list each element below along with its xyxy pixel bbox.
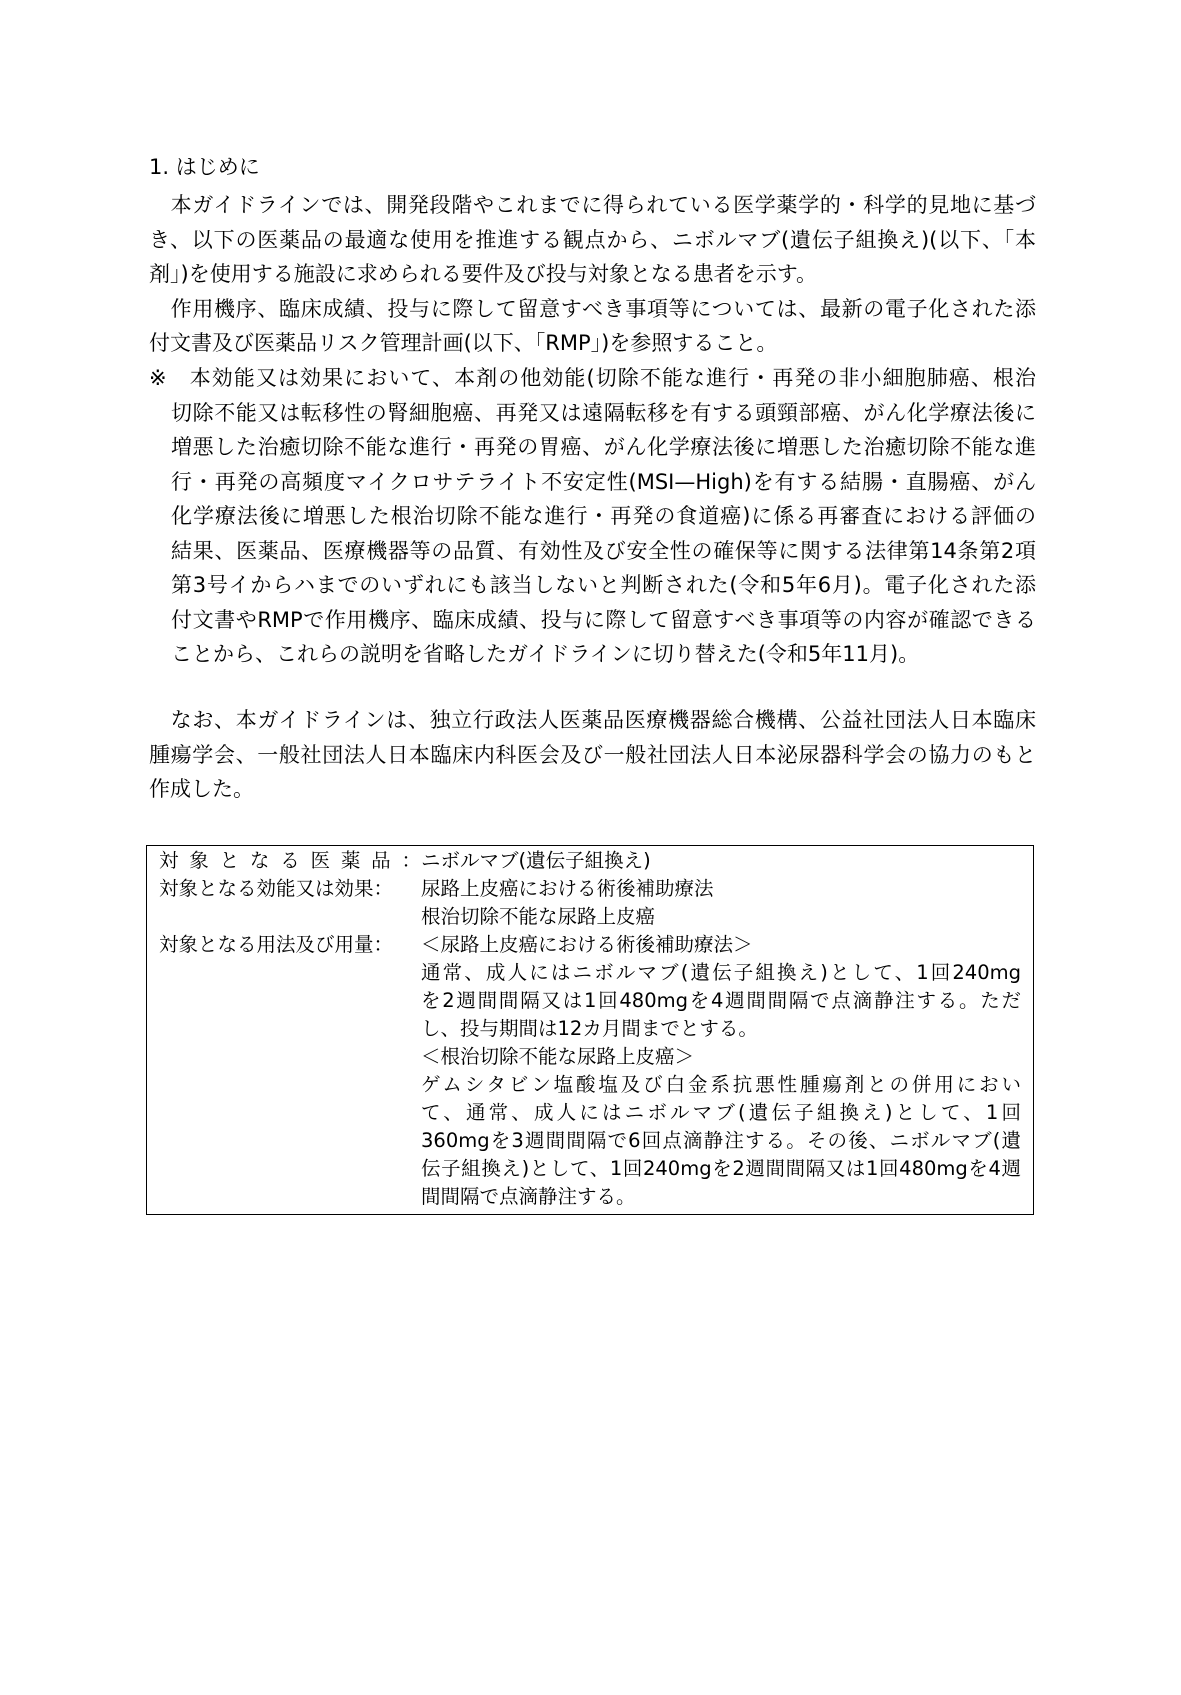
- drug-label: 対象となる医薬品：: [159, 849, 421, 872]
- section-heading: 1. はじめに: [149, 155, 260, 179]
- dosage-line: ＜尿路上皮癌における術後補助療法＞: [421, 933, 753, 956]
- drug-summary-box: [146, 845, 1034, 1215]
- indication-label: 対象となる効能又は効果：: [159, 877, 394, 900]
- indication-value: 根治切除不能な尿路上皮癌: [421, 905, 656, 928]
- dosage-line: し、投与期間は12カ月間までとする。: [421, 1017, 758, 1040]
- text-line: 化学療法後に増悪した根治切除不能な進行・再発の食道癌)に係る再審査における評価の: [171, 504, 1036, 528]
- dosage-line: ＜根治切除不能な尿路上皮癌＞: [421, 1045, 695, 1068]
- text-line: ※ 本効能又は効果において、本剤の他効能(切除不能な進行・再発の非小細胞肺癌、根治: [149, 366, 1036, 390]
- dosage-line: 通常、成人にはニボルマブ(遺伝子組換え)として、1回240mg: [421, 961, 1021, 984]
- text-line: 付文書及び医薬品リスク管理計画(以下、「RMP」)を参照すること。: [149, 331, 778, 355]
- text-line: 腫瘍学会、一般社団法人日本臨床内科医会及び一般社団法人日本泌尿器科学会の協力のもと: [149, 743, 1036, 767]
- text-line: 増悪した治癒切除不能な進行・再発の胃癌、がん化学療法後に増悪した治癒切除不能な進: [171, 435, 1036, 459]
- dosage-line: を2週間間隔又は1回480mgを4週間間隔で点滴静注する。ただ: [421, 989, 1021, 1012]
- dosage-label: 対象となる用法及び用量：: [159, 933, 394, 956]
- dosage-line: 伝子組換え)として、1回240mgを2週間間隔又は1回480mgを4週: [421, 1157, 1021, 1180]
- text-line: 作成した。: [149, 777, 254, 801]
- text-line: 付文書やRMPで作用機序、臨床成績、投与に際して留意すべき事項等の内容が確認できる: [171, 608, 1036, 632]
- text-line: ことから、これらの説明を省略したガイドラインに切り替えた(令和5年11月)。: [171, 642, 920, 666]
- text-line: き、以下の医薬品の最適な使用を推進する観点から、ニボルマブ(遺伝子組換え)(以下、「本: [149, 228, 1036, 252]
- dosage-line: て、通常、成人にはニボルマブ(遺伝子組換え)として、1回: [421, 1101, 1021, 1124]
- text-line: 剤」)を使用する施設に求められる要件及び投与対象となる患者を示す。: [149, 262, 818, 286]
- dosage-line: ゲムシタビン塩酸塩及び白金系抗悪性腫瘍剤との併用におい: [421, 1073, 1021, 1096]
- text-line: 本ガイドラインでは、開発段階やこれまでに得られている医学薬学的・科学的見地に基づ: [149, 193, 1036, 217]
- indication-value: 尿路上皮癌における術後補助療法: [421, 877, 714, 900]
- text-line: なお、本ガイドラインは、独立行政法人医薬品医療機器総合機構、公益社団法人日本臨床: [149, 708, 1036, 732]
- dosage-line: 360mgを3週間間隔で6回点滴静注する。その後、ニボルマブ(遺: [421, 1129, 1021, 1152]
- text-line: 結果、医薬品、医療機器等の品質、有効性及び安全性の確保等に関する法律第14条第2項: [171, 539, 1036, 563]
- text-line: 行・再発の高頻度マイクロサテライト不安定性(MSI—High)を有する結腸・直腸癌、がん: [171, 470, 1036, 494]
- text-line: 作用機序、臨床成績、投与に際して留意すべき事項等については、最新の電子化された添: [149, 297, 1036, 321]
- text-line: 第3号イからハまでのいずれにも該当しないと判断された(令和5年6月)。電子化された添: [171, 573, 1036, 597]
- dosage-line: 間間隔で点滴静注する。: [421, 1185, 636, 1208]
- drug-value: ニボルマブ(遺伝子組換え): [421, 849, 651, 872]
- text-line: 切除不能又は転移性の腎細胞癌、再発又は遠隔転移を有する頭頸部癌、がん化学療法後に: [171, 401, 1036, 425]
